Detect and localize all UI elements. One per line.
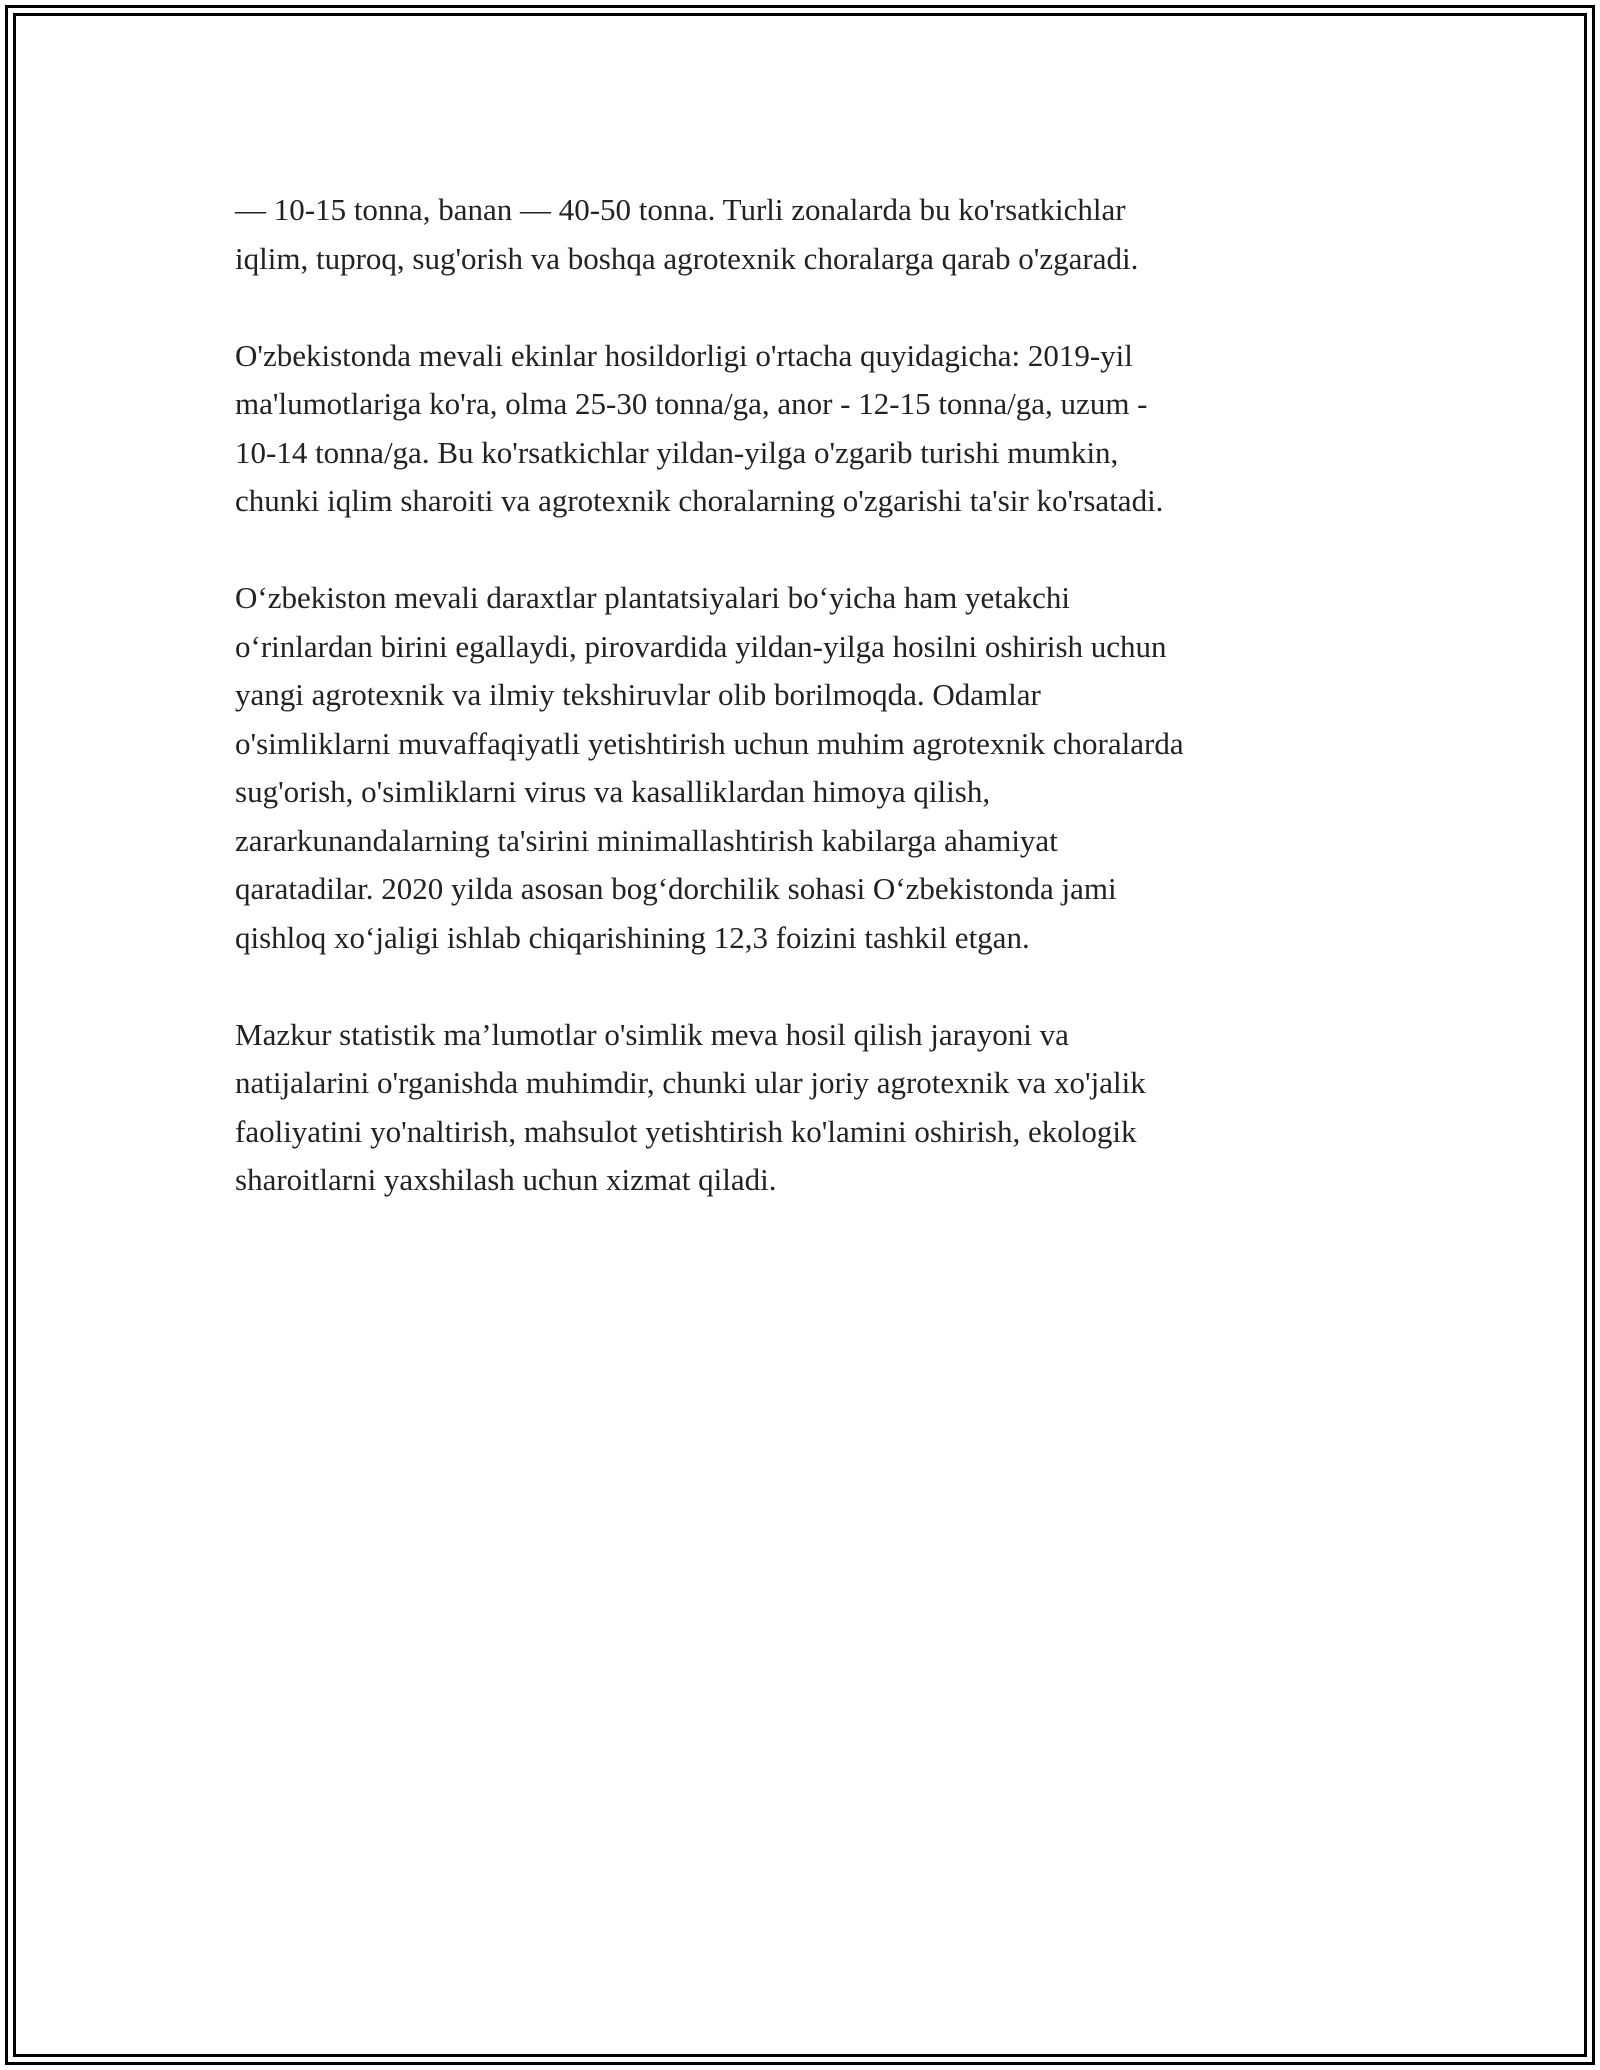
paragraph-3 xyxy=(235,574,1375,962)
paragraph-line: faoliyatini yo'naltirish, mahsulot yetishtirish ko'lamini oshirish, ekologik xyxy=(235,1113,1137,1149)
document-body xyxy=(235,186,1375,1253)
paragraph-line: o'simliklarni muvaffaqiyatli yetishtirish uchun muhim agrotexnik choralarda xyxy=(235,725,1184,761)
paragraph-2 xyxy=(235,332,1375,526)
paragraph-line: natijalarini o'rganishda muhimdir, chunki ular joriy agrotexnik va xo'jalik xyxy=(235,1065,1146,1100)
paragraph-line: Mazkur statistik ma’lumotlar o'simlik meva hosil qilish jarayoni va xyxy=(235,1016,1069,1052)
paragraph-line: sharoitlarni yaxshilash uchun xizmat qiladi. xyxy=(235,1162,777,1197)
paragraph-line: 10-14 tonna/ga. Bu ko'rsatkichlar yildan-yilga o'zgarib turishi mumkin, xyxy=(235,434,1119,470)
paragraph-line: o‘rinlardan birini egallaydi, pirovardida yildan-yilga hosilni oshirish uchun xyxy=(235,628,1167,664)
paragraph-line: yangi agrotexnik va ilmiy tekshiruvlar olib borilmoqda. Odamlar xyxy=(235,677,1041,712)
paragraph-line: O'zbekistonda mevali ekinlar hosildorligi o'rtacha quyidagicha: 2019-yil xyxy=(235,337,1133,373)
paragraph-line: iqlim, tuproq, sug'orish va boshqa agrotexnik choralarga qarab o'zgaradi. xyxy=(235,240,1139,276)
paragraph-4 xyxy=(235,1011,1375,1205)
paragraph-line: qishloq xo‘jaligi ishlab chiqarishining 12,3 foizini tashkil etgan. xyxy=(235,919,1030,955)
paragraph-line: chunki iqlim sharoiti va agrotexnik choralarning o'zgarishi ta'sir ko'rsatadi. xyxy=(235,483,1164,518)
paragraph-line: ma'lumotlariga ko'ra, olma 25-30 tonna/ga, anor - 12-15 tonna/ga, uzum - xyxy=(235,386,1148,421)
paragraph-line: zararkunandalarning ta'sirini minimallashtirish kabilarga ahamiyat xyxy=(235,822,1058,858)
paragraph-line: O‘zbekiston mevali daraxtlar plantatsiyalari bo‘yicha ham yetakchi xyxy=(235,580,1070,615)
paragraph-line: qaratadilar. 2020 yilda asosan bog‘dorchilik sohasi O‘zbekistonda jami xyxy=(235,871,1117,906)
paragraph-1 xyxy=(235,186,1375,283)
paragraph-line: — 10-15 tonna, banan — 40-50 tonna. Turli zonalarda bu ko'rsatkichlar xyxy=(235,192,1126,227)
paragraph-line: sug'orish, o'simliklarni virus va kasalliklardan himoya qilish, xyxy=(235,774,991,809)
